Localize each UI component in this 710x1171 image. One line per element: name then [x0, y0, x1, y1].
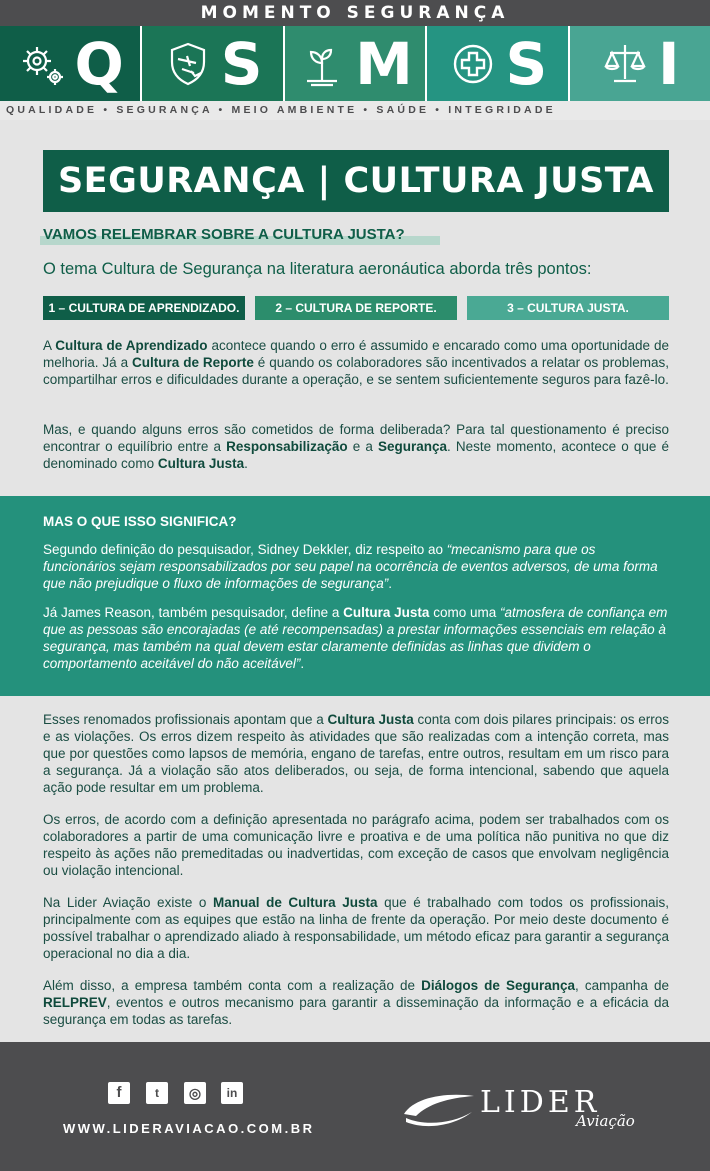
plant-icon — [297, 39, 347, 89]
pillar-environment — [285, 26, 427, 101]
facebook-icon[interactable]: f — [108, 1082, 130, 1104]
website-link[interactable]: WWW.LIDERAVIACAO.COM.BR — [63, 1121, 315, 1136]
pillar-letter: Q — [74, 29, 124, 98]
intro-text: O tema Cultura de Segurança na literatura aeronáutica aborda três pontos: — [43, 260, 592, 278]
twitter-icon[interactable]: t — [146, 1082, 168, 1104]
point-learning-culture: 1 – CULTURA DE APRENDIZADO. — [43, 296, 245, 320]
pillar-safety — [142, 26, 284, 101]
lider-logo — [400, 1078, 660, 1138]
paragraph-cultures: A Cultura de Aprendizado acontece quando o erro é assumido e encarado como uma oportunidade de melhoria. Já a Cultura de Reporte é quando os colaboradores são incentivados a relatar os problemas, compartilhar erros e dificuldades durante a operação, e se sentem suficientemente seguros para fazê-lo. — [43, 338, 669, 387]
paragraph-errors: Os erros, de acordo com a definição apresentada no parágrafo acima, podem ser trabalhados com os colaboradores a partir de uma comunicação livre e proativa e de uma política não punitiva no que diz respeito às ações não premeditadas ou inadvertidas, com exceção de casos que envolvam negligência ou violação intencional. — [43, 812, 669, 878]
logo-subtitle: Aviação — [576, 1112, 635, 1130]
lider-swoosh-icon — [400, 1078, 480, 1138]
footer — [0, 1042, 710, 1171]
meaning-section — [0, 496, 710, 696]
shield-plane-icon — [163, 39, 213, 89]
health-cross-icon — [448, 39, 498, 89]
point-just-culture: 3 – CULTURA JUSTA. — [467, 296, 669, 320]
logo-name: LIDER — [480, 1085, 601, 1120]
paragraph-manual: Na Lider Aviação existe o Manual de Cultura Justa que é trabalhado com todos os profissionais, principalmente com as equipes que estão na linha de frente da operação. Por meio deste documento é possível trabalhar o aprendizado aliado à responsabilidade, um método eficaz para garantir a segurança operacional no dia a dia. — [43, 895, 670, 961]
paragraph-pillars: Esses renomados profissionais apontam que a Cultura Justa conta com dois pilares principais: os erros e as violações. Os erros dizem respeito às atividades que são realizadas com a intenção correta, mas que por questões como lapsos de memória, engano de tarefas, entre outros, resultam em um risco para a segurança. Já a violação são atos deliberados, ou seja, de forma intencional, sabendo que aquela ação pode resultar em um problema. — [43, 712, 669, 795]
pillar-integrity — [570, 26, 710, 101]
page-title: SEGURANÇA | CULTURA JUSTA — [43, 150, 669, 212]
pillars-banner — [0, 26, 710, 101]
linkedin-icon[interactable]: in — [221, 1082, 243, 1104]
pillar-health — [427, 26, 569, 101]
instagram-icon[interactable]: ◎ — [184, 1082, 206, 1104]
values-tagline: QUALIDADE • SEGURANÇA • MEIO AMBIENTE • SAÚDE • INTEGRIDADE — [0, 101, 710, 120]
culture-points — [43, 296, 669, 320]
newsletter-header-title: MOMENTO SEGURANÇA — [0, 0, 710, 26]
pillar-letter: M — [355, 29, 413, 98]
paragraph-reason: Já James Reason, também pesquisador, define a Cultura Justa como uma “atmosfera de confiança em que as pessoas são encorajadas (e até recompensadas) a prestar informações essenciais em relação à segurança, mas também na qual devem estar claramente definidas as linhas que dividem o comportamento aceitável do não aceitável”. — [43, 605, 668, 671]
pillar-letter: S — [220, 29, 263, 98]
section-subtitle: VAMOS RELEMBRAR SOBRE A CULTURA JUSTA? — [43, 226, 405, 243]
gears-icon — [17, 39, 67, 89]
paragraph-dialogues: Além disso, a empresa também conta com a realização de Diálogos de Segurança, campanha de RELPREV, eventos e outros mecanismo para garantir a disseminação da informação e a eficácia da segurança em todas as tarefas. — [43, 978, 669, 1027]
point-reporting-culture: 2 – CULTURA DE REPORTE. — [255, 296, 457, 320]
pillar-quality — [0, 26, 142, 101]
pillar-letter: S — [505, 29, 548, 98]
paragraph-deliberate-errors: Mas, e quando alguns erros são cometidos de forma deliberada? Para tal questionamento é preciso encontrar o equilíbrio entre a Responsabilização e a Segurança. Neste momento, acontece o que é denominado como Cultura Justa. — [43, 422, 669, 471]
scales-icon — [600, 39, 650, 89]
pillar-letter: I — [658, 29, 680, 98]
paragraph-dekkler: Segundo definição do pesquisador, Sidney Dekkler, diz respeito ao “mecanismo para que os funcionários sejam responsabilizados por seu papel na ocorrência de eventos adversos, de uma forma que não prejudique o fluxo de informações de segurança”. — [43, 542, 658, 591]
meaning-heading: MAS O QUE ISSO SIGNIFICA? — [43, 514, 237, 529]
